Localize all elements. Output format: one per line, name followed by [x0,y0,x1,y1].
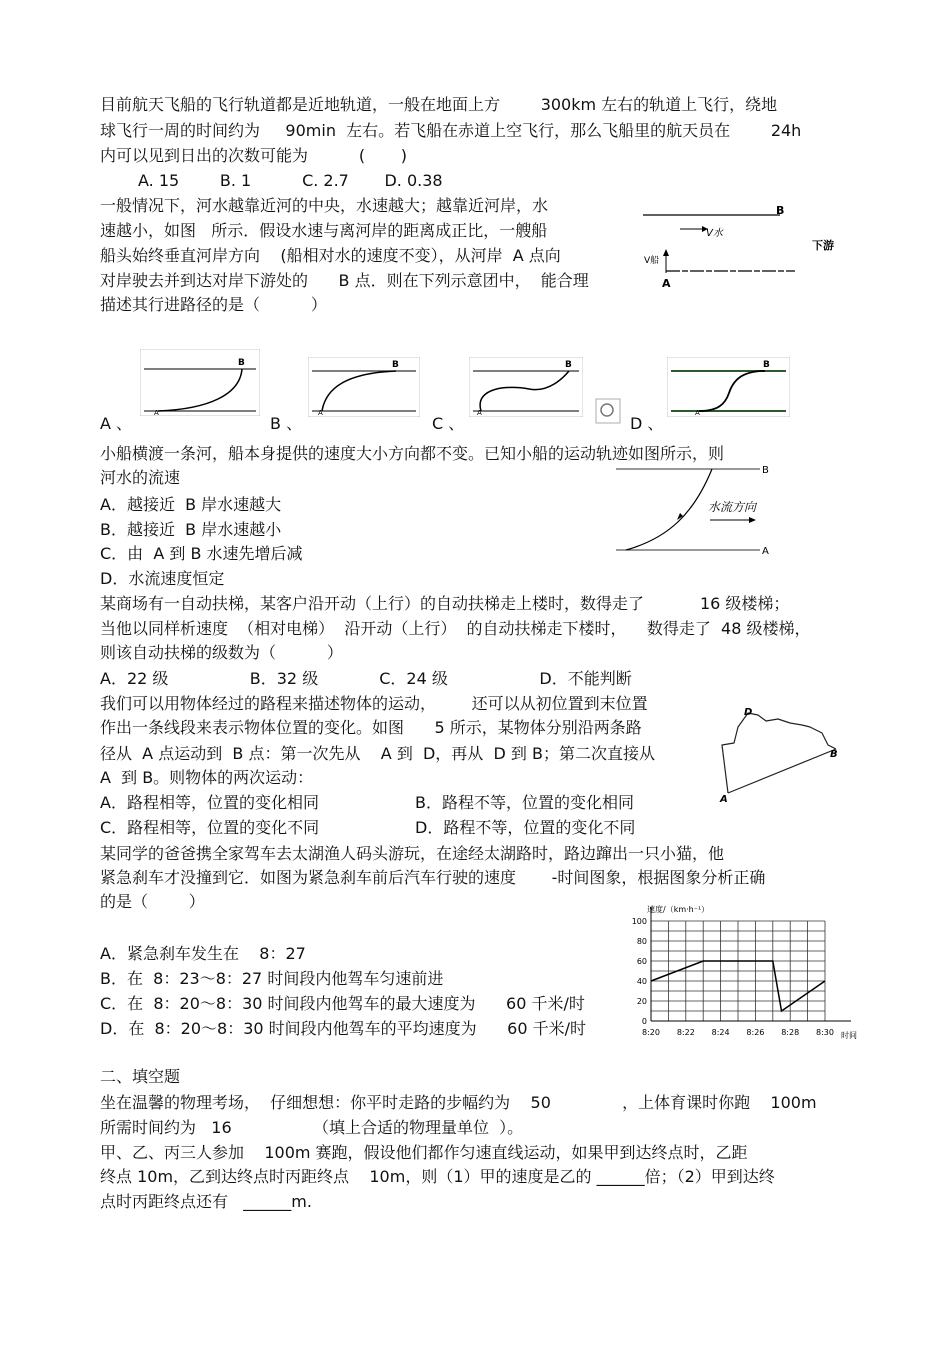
chart-x-tick-label: 8:20 [642,1028,660,1037]
chart-y-tick-label: 80 [636,937,647,946]
q7-line1: 坐在温馨的物理考场， 仔细想想：你平时走路的步幅约为 50 ，上体育课时你跑 100m [100,1093,817,1112]
chart-x-tick-label: 8:30 [816,1028,834,1037]
q2-line5: 描述其行进路径的是（ ） [100,295,327,314]
q5-line1: 我们可以用物体经过的路程来描述物体的运动， 还可以从初位置到末位置 [100,694,648,713]
chart-x-tick-label: 8:22 [676,1028,695,1037]
q5-line4: A 到 B。则物体的两次运动： [100,768,314,787]
path-b-label: B [830,749,838,760]
q5-option-b: B．路程不等，位置的变化相同 [415,793,634,812]
q4-line3: 则该自动扶梯的级数为（ ） [100,643,343,662]
q3-option-a: A．越接近 B 岸水速越大 [100,495,282,514]
q1-line1: 目前航天飞船的飞行轨道都是近地轨道，一般在地面上方 300km 左右的轨道上飞行，绕地 [100,95,778,114]
chart-y-tick-label: 100 [631,917,647,926]
q1-options: A. 15 B. 1 C. 2.7 D. 0.38 [138,171,443,190]
option-d-a-label: A [695,409,700,417]
option-c-label: C 、 [432,414,465,433]
q5-option-d: D．路程不等，位置的变化不同 [415,818,636,837]
q2-line3: 船头始终垂直河岸方向 (船相对水的速度不变），从河岸 A 点向 [100,246,561,265]
path-diagram [718,705,846,805]
q3-option-c: C．由 A 到 B 水速先增后减 [100,544,303,563]
option-b-b-label: B [392,360,399,370]
river-label-b: B [776,205,785,217]
q4-line1: 某商场有一自动扶梯，某客户沿开动（上行）的自动扶梯走上楼时，数得走了 16 级楼梯； [100,594,790,613]
option-c-b-label: B [565,360,572,370]
q5-line2: 作出一条线段来表示物体位置的变化。如图 5 所示，某物体分别沿两条路 [100,718,642,737]
traj-b-label: B [762,465,769,476]
q6-line2: 紧急刹车才没撞到它．如图为紧急刹车前后汽车行驶的速度 -时间图象，根据图象分析正确 [100,868,766,887]
q5-option-c: C．路程相等，位置的变化不同 [100,818,320,837]
option-a-label: A 、 [100,414,133,433]
q8-line1: 甲、乙、丙三人参加 100m 赛跑，假设他们都作匀速直线运动，如果甲到达终点时，乙距 [100,1143,748,1162]
chart-y-tick-label: 40 [636,977,647,986]
option-a-a-label: A [154,409,159,416]
river-label-vboat: V船 [644,256,660,266]
chart-y-tick-label: 60 [636,957,647,966]
q5-line3: 径从 A 点运动到 B 点：第一次先从 A 到 D，再从 D 到 B；第二次直接从 [100,744,655,763]
q6-option-b: B．在 8：23～8：27 时间段内他驾车匀速前进 [100,969,444,988]
option-d-figure [667,357,790,417]
q3-option-d: D．水流速度恒定 [100,569,225,588]
q5-option-a: A．路程相等，位置的变化相同 [100,793,319,812]
option-d-b-label: B [763,360,770,370]
section-heading: 二、填空题 [100,1067,181,1086]
small-circle-icon [595,398,621,424]
chart-y-tick-label: 20 [636,997,647,1006]
river-label-downstream: 下游 [812,239,834,252]
q8-line3: 点时丙距终点还有 ______m. [100,1192,312,1211]
traj-a-label: A [762,546,769,557]
q6-option-a: A．紧急刹车发生在 8：27 [100,944,306,963]
chart-y-tick-label: 0 [641,1017,647,1026]
q6-line1: 某同学的爸爸携全家驾车去太湖渔人码头游玩，在途经太湖路时，路边蹿出一只小猫，他 [100,844,725,863]
path-d-label: D [744,707,753,718]
q4-options: A．22 级 B．32 级 C．24 级 D．不能判断 [100,669,632,688]
chart-x-tick-label: 8:24 [711,1028,730,1037]
boat-trajectory-diagram [614,463,774,559]
q6-option-d: D．在 8：20～8：30 时间段内他驾车的平均速度为 60 千米/时 [100,1019,587,1038]
q4-line2: 当他以同样析速度 （相对电梯） 沿开动（上行） 的自动扶梯走下楼时， 数得走了 48 级楼梯， [100,619,811,638]
q2-line4: 对岸驶去并到达对岸下游处的 B 点．则在下列示意团中， 能合理 [100,271,589,290]
option-b-figure [308,357,420,417]
option-d-label: D 、 [630,414,664,433]
q6-line3: 的是（ ） [100,892,205,911]
q6-option-c: C．在 8：20～8：30 时间段内他驾车的最大速度为 60 千米/时 [100,994,585,1013]
q1-line3: 内可以见到日出的次数可能为 ( ) [100,146,407,165]
river-diagram [640,205,845,290]
q3-line2: 河水的流速 [100,468,181,487]
river-label-a: A [662,277,671,290]
path-a-label: A [720,794,728,805]
option-a-figure [140,349,260,416]
q2-line1: 一般情况下，河水越靠近河的中央，水速越大；越靠近河岸，水 [100,196,549,215]
speed-time-chart [625,903,865,1043]
option-a-b-label: B [238,358,245,368]
chart-x-tick-label: 8:26 [746,1028,765,1037]
option-b-label: B 、 [270,414,303,433]
q1-line2: 球飞行一周的时间约为 90min 左右。若飞船在赤道上空飞行，那么飞船里的航天员在 24h [100,121,802,140]
option-c-a-label: A [477,409,482,417]
chart-x-axis-label: 时间 [841,1031,857,1040]
q3-option-b: B．越接近 B 岸水速越小 [100,520,282,539]
q7-line2: 所需时间约为 16 （填上合适的物理量单位 ）。 [100,1118,524,1137]
river-label-vwater: V水 [706,228,723,239]
q8-line2: 终点 10m，乙到达终点时丙距终点 10m，则（1）甲的速度是乙的 ______倍；（2）甲到达终 [100,1167,775,1186]
chart-x-tick-label: 8:28 [781,1028,800,1037]
q3-line1: 小船横渡一条河，船本身提供的速度大小方向都不变。已知小船的运动轨迹如图所示，则 [100,444,725,463]
option-c-figure [469,357,583,417]
chart-y-axis-label: 速度/（km·h⁻¹） [647,905,710,914]
q2-line2: 速越小，如图 所示．假设水速与离河岸的距离成正比，一艘船 [100,221,548,240]
option-b-a-label: A [318,409,323,417]
traj-flow-label: 水流方向 [708,500,757,514]
